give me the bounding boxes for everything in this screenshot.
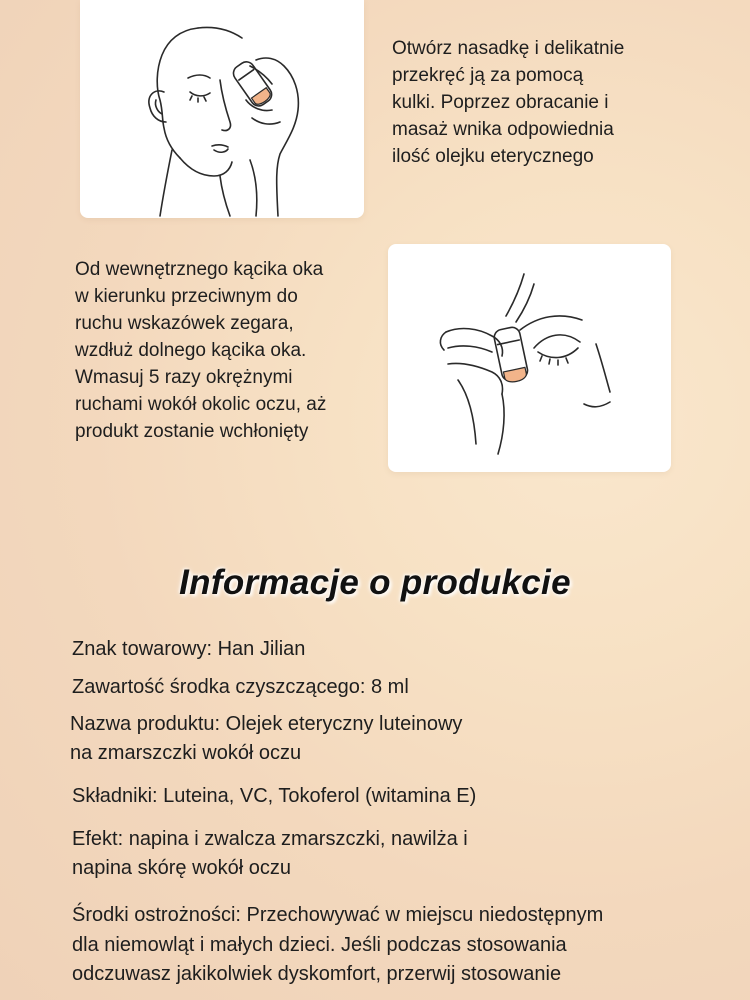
info-precautions-line: odczuwasz jakikolwiek dyskomfort, przerwij stosowanie [72,963,562,985]
info-effect [72,825,612,883]
info-ingredients: Składniki: Luteina, VC, Tokoferol (witamina E) [72,785,477,807]
section-title: Informacje o produkcie [179,563,571,602]
step1-illustration-card [80,0,364,218]
info-product-name-line: na zmarszczki wokół oczu [70,742,302,764]
info-product-name-line: Nazwa produktu: Olejek eteryczny luteinowy [70,713,463,735]
info-precautions-line: Środki ostrożności: Przechowywać w miejscu niedostępnym [72,904,604,926]
info-precautions [72,901,732,990]
info-product-name [70,710,590,768]
info-effect-line: napina skórę wokół oczu [72,857,292,879]
step2-line: ruchu wskazówek zegara, [75,313,294,334]
step2-line: ruchami wokół okolic oczu, aż [75,394,327,415]
step2-line: Wmasuj 5 razy okrężnymi [75,367,293,388]
step1-line: ilość olejku eterycznego [392,146,594,167]
info-effect-line: Efekt: napina i zwalcza zmarszczki, nawilża i [72,828,468,850]
step1-line: kulki. Poprzez obracanie i [392,92,609,113]
step2-line: Od wewnętrznego kącika oka [75,259,324,280]
step2-instructions [75,256,380,445]
step2-illustration-card [388,244,671,472]
face-with-applicator-at-nose-icon [80,0,364,218]
step2-line: produkt zostanie wchłonięty [75,421,309,442]
step1-line: Otwórz nasadkę i delikatnie [392,38,625,59]
info-precautions-line: dla niemowląt i małych dzieci. Jeśli podczas stosowania [72,933,567,956]
step1-line: masaż wnika odpowiednia [392,119,614,140]
step2-line: w kierunku przeciwnym do [75,286,298,307]
step1-line: przekręć ją za pomocą [392,65,584,86]
info-content-volume: Zawartość środka czyszczącego: 8 ml [72,676,409,698]
step2-line: wzdłuż dolnego kącika oka. [75,340,307,361]
info-brand: Znak towarowy: Han Jilian [72,638,306,660]
eye-with-roller-applicator-icon [388,244,671,472]
step1-instructions [392,35,732,170]
